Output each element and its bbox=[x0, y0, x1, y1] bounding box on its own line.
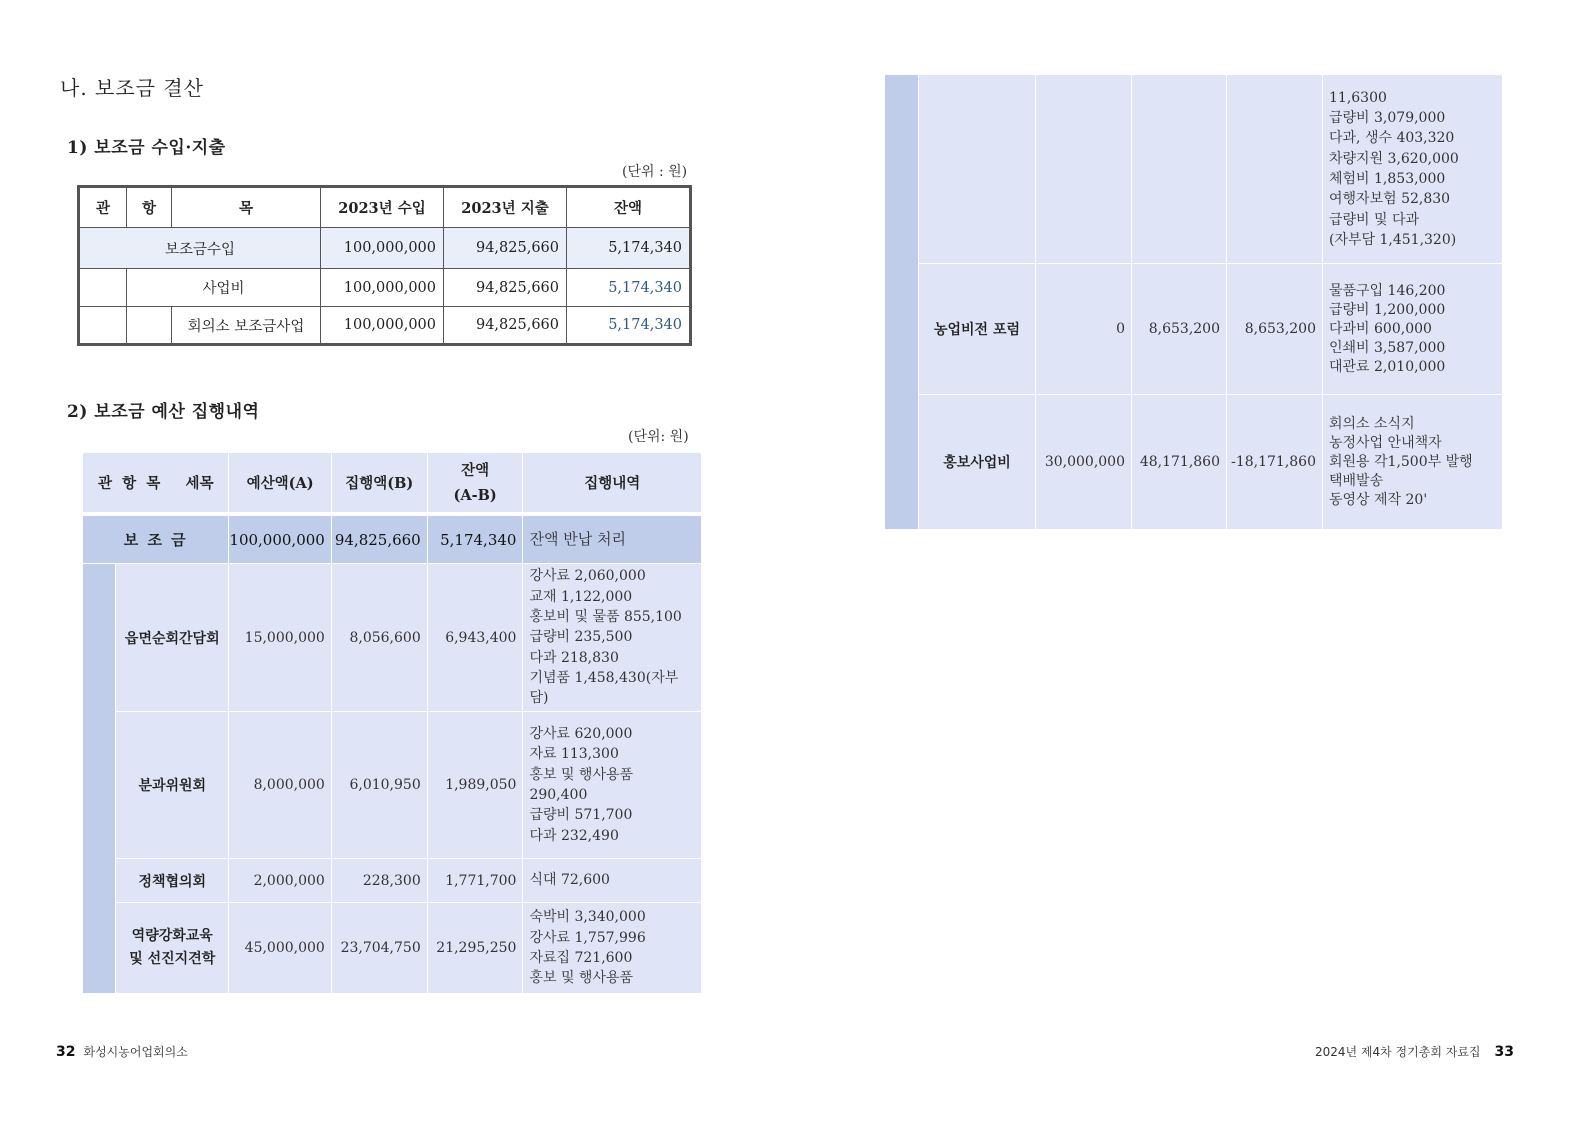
row-label: 회의소 보조금사업 bbox=[172, 307, 321, 345]
row-detail: 회의소 소식지 농정사업 안내책자 회원용 각1,500부 발행 택배발송 동영상 제작 20' bbox=[1323, 395, 1503, 530]
row-name: 농업비전 포럼 bbox=[919, 264, 1036, 395]
row-exec: 8,653,200 bbox=[1132, 264, 1227, 395]
row-budget: 8,000,000 bbox=[229, 712, 331, 859]
budget-execution-table bbox=[83, 453, 702, 994]
row-expense: 94,825,660 bbox=[444, 228, 567, 269]
total-detail: 잔액 반납 처리 bbox=[523, 516, 702, 564]
row-exec: 48,171,860 bbox=[1132, 395, 1227, 530]
row-detail: 강사료 2,060,000 교재 1,122,000 홍보비 및 물품 855,100 급량비 235,500 다과 218,830 기념품 1,458,430(자부담) bbox=[523, 564, 702, 712]
row-detail: 11,6300 급량비 3,079,000 다과, 생수 403,320 차량지원 3,620,000 체험비 1,853,000 여행자보험 52,830 급량비 및 다과 (자부담 1,451,320) bbox=[1323, 75, 1503, 264]
row-income: 100,000,000 bbox=[321, 228, 444, 269]
sub1-unit: (단위 : 원) bbox=[622, 164, 688, 180]
income-expense-table bbox=[77, 185, 692, 346]
total-row bbox=[83, 516, 702, 564]
row-exec: 228,300 bbox=[332, 859, 428, 903]
sub1-title: 1) 보조금 수입·지출 bbox=[67, 138, 226, 158]
row-budget bbox=[1036, 75, 1132, 264]
row-balance: 5,174,340 bbox=[567, 228, 691, 269]
row-balance: 21,295,250 bbox=[428, 903, 524, 994]
table-row bbox=[885, 75, 1503, 264]
row-label: 보조금수입 bbox=[79, 228, 321, 269]
header-income: 2023년 수입 bbox=[321, 187, 444, 228]
footer-doc-title: 2024년 제4차 정기총회 자료집 bbox=[1314, 1045, 1481, 1059]
row-name: 정책협의회 bbox=[116, 859, 229, 903]
row-exec: 23,704,750 bbox=[332, 903, 428, 994]
table-row bbox=[83, 859, 702, 903]
row-balance: -18,171,860 bbox=[1227, 395, 1323, 530]
row-income: 100,000,000 bbox=[321, 269, 444, 307]
row-detail: 식대 72,600 bbox=[523, 859, 702, 903]
category-bar bbox=[885, 75, 919, 530]
total-exec: 94,825,660 bbox=[332, 516, 428, 564]
footer-org-name: 화성시농어업회의소 bbox=[83, 1045, 188, 1059]
header-hang: 항 bbox=[127, 187, 172, 228]
sub2-title: 2) 보조금 예산 집행내역 bbox=[67, 402, 260, 422]
sub2-unit: (단위: 원) bbox=[628, 429, 689, 445]
table-row bbox=[83, 712, 702, 859]
row-expense: 94,825,660 bbox=[444, 307, 567, 345]
header-gwan: 관 bbox=[97, 475, 112, 492]
table-row bbox=[885, 264, 1503, 395]
header-semok: 세목 bbox=[185, 475, 214, 492]
header-exec: 집행액(B) bbox=[332, 453, 428, 516]
header-expense: 2023년 지출 bbox=[444, 187, 567, 228]
total-budget: 100,000,000 bbox=[229, 516, 331, 564]
row-name: 홍보사업비 bbox=[919, 395, 1036, 530]
category-bar bbox=[83, 564, 116, 994]
row-name: 역량강화교육 및 선진지견학 bbox=[116, 903, 229, 994]
row-detail: 숙박비 3,340,000 강사료 1,757,996 자료집 721,600 홍보 및 행사용품 bbox=[523, 903, 702, 994]
table-row bbox=[83, 903, 702, 994]
header-balance: 잔액 (A-B) bbox=[428, 453, 524, 516]
row-balance: 5,174,340 bbox=[567, 269, 691, 307]
row-exec bbox=[1132, 75, 1227, 264]
footer-left bbox=[56, 1043, 188, 1060]
row-name bbox=[919, 75, 1036, 264]
header-mok: 목 bbox=[172, 187, 321, 228]
footer-right bbox=[1315, 1043, 1514, 1060]
row-name: 읍면순회간담회 bbox=[116, 564, 229, 712]
page-number-left: 32 bbox=[56, 1044, 76, 1060]
header-mok: 목 bbox=[146, 475, 161, 492]
row-balance: 5,174,340 bbox=[567, 307, 691, 345]
budget-execution-table-continued bbox=[885, 75, 1503, 530]
page-number-right: 33 bbox=[1494, 1044, 1514, 1060]
table-row bbox=[79, 228, 691, 269]
table-row bbox=[885, 395, 1503, 530]
header-detail: 집행내역 bbox=[523, 453, 702, 516]
table-row bbox=[83, 564, 702, 712]
row-budget: 0 bbox=[1036, 264, 1132, 395]
section-title: 나. 보조금 결산 bbox=[60, 76, 204, 100]
header-gwan: 관 bbox=[79, 187, 127, 228]
total-balance: 5,174,340 bbox=[428, 516, 524, 564]
total-label: 보 조 금 bbox=[83, 516, 229, 564]
row-balance bbox=[1227, 75, 1323, 264]
row-name: 분과위원회 bbox=[116, 712, 229, 859]
table-row bbox=[79, 269, 691, 307]
row-budget: 30,000,000 bbox=[1036, 395, 1132, 530]
row-budget: 2,000,000 bbox=[229, 859, 331, 903]
row-income: 100,000,000 bbox=[321, 307, 444, 345]
header-hang: 항 bbox=[122, 475, 137, 492]
row-detail: 물품구입 146,200 급량비 1,200,000 다과비 600,000 인쇄비 3,587,000 대관료 2,010,000 bbox=[1323, 264, 1503, 395]
row-budget: 15,000,000 bbox=[229, 564, 331, 712]
row-label: 사업비 bbox=[127, 269, 321, 307]
header-budget: 예산액(A) bbox=[229, 453, 331, 516]
row-detail: 강사료 620,000 자료 113,300 홍보 및 행사용품 290,400 급량비 571,700 다과 232,490 bbox=[523, 712, 702, 859]
row-exec: 8,056,600 bbox=[332, 564, 428, 712]
row-balance: 6,943,400 bbox=[428, 564, 524, 712]
row-balance: 8,653,200 bbox=[1227, 264, 1323, 395]
header-categories bbox=[83, 453, 229, 516]
row-balance: 1,989,050 bbox=[428, 712, 524, 859]
row-exec: 6,010,950 bbox=[332, 712, 428, 859]
table-row bbox=[79, 307, 691, 345]
row-balance: 1,771,700 bbox=[428, 859, 524, 903]
row-budget: 45,000,000 bbox=[229, 903, 331, 994]
header-balance: 잔액 bbox=[567, 187, 691, 228]
row-expense: 94,825,660 bbox=[444, 269, 567, 307]
